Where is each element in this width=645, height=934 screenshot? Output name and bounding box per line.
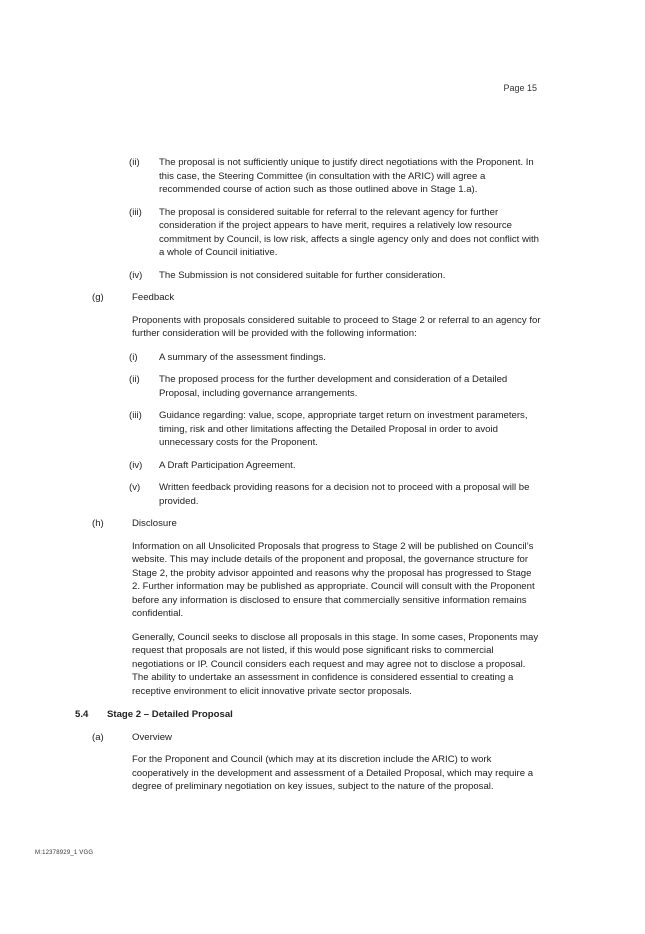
item-label: (v) [129,482,141,493]
paragraph: Generally, Council seeks to disclose all proposals in this stage. In some cases, Proponents may request that proposals are not listed, if this would pose significant risks to commercial negotiations or IP. Council considers each request and may agree not to disclose a proposal. The ability to undertake an assessment in confidence is considered essential to creating a receptive environment to elicit innovative private sector proposals. [132,631,539,697]
item-label: (iv) [129,269,143,281]
section-heading [75,708,645,722]
subsection-heading-disclosure [92,517,645,531]
subsection-label: (h) [92,518,104,529]
item-label: (i) [129,351,138,363]
item-label: (iii) [129,206,142,218]
subsection-label: (a) [92,731,104,743]
item-text: The Submission is not considered suitable for further consideration. [159,269,446,281]
subsection-heading-feedback [92,291,645,305]
item-label: (ii) [129,157,140,168]
subsection-label: (g) [92,292,104,303]
list-item [129,409,645,450]
item-text: The proposed process for the further development and consideration of a Detailed Proposal, including governance arrangements. [159,374,508,399]
list-item [129,373,645,400]
item-text: A Draft Participation Agreement. [159,459,296,471]
subsection-title: Overview [132,731,172,743]
paragraph: Proponents with proposals considered suitable to proceed to Stage 2 or referral to an agency for further consideration will be provided with the following information: [132,314,541,339]
item-label: (ii) [129,374,140,385]
page-number: Page 15 [503,83,537,93]
paragraph: For the Proponent and Council (which may at its discretion include the ARIC) to work cooperatively in the development and assessment of a Detailed Proposal, which may require a degree of preliminary negotiation on key issues, subject to the nature of the proposal. [132,754,534,792]
list-item [129,269,645,283]
list-item [129,351,645,365]
list-item [129,481,645,508]
subsection-title: Feedback [132,292,175,303]
section-number: 5.4 [75,709,89,720]
subsection-title: Disclosure [132,518,177,529]
item-label: (iv) [129,459,143,471]
section-title: Stage 2 – Detailed Proposal [107,709,233,720]
item-text: The proposal is not sufficiently unique to justify direct negotiations with the Proponent. In this case, the Steering Committee (in consultation with the ARIC) will agree a recommended course of action such as those outlined above in Stage 1.a). [159,157,534,195]
paragraph: Information on all Unsolicited Proposals that progress to Stage 2 will be published on Council’s website. This may include details of the proponent and proposal, the governance structure for Stage 2, the probity advisor appointed and reasons why the proposal has progressed to Stage 2. Further information may be published as appropriate. Council will consult with the Proponent before any information is disclosed to ensure that commercially sensitive information remains confidential. [132,540,535,619]
item-text: Written feedback providing reasons for a decision not to proceed with a proposal will be provided. [159,482,530,507]
list-item [129,206,645,260]
item-label: (iii) [129,410,142,421]
list-item [129,156,645,197]
subsection-heading-overview [92,731,645,745]
document-body [0,156,645,804]
item-text: A summary of the assessment findings. [159,351,326,363]
item-text: Guidance regarding: value, scope, appropriate target return on investment parameters, timing, risk and other limitations affecting the Detailed Proposal in order to avoid unnecessary costs for the Proponent. [159,410,528,448]
item-text: The proposal is considered suitable for referral to the relevant agency for further consideration if the project appears to have merit, requires a relatively low resource commitment by Council, is low risk, affects a single agency only and does not conflict with a whole of Council initiative. [159,206,540,258]
document-reference: M:12378929_1 VGG [35,850,94,856]
list-item [129,459,645,473]
